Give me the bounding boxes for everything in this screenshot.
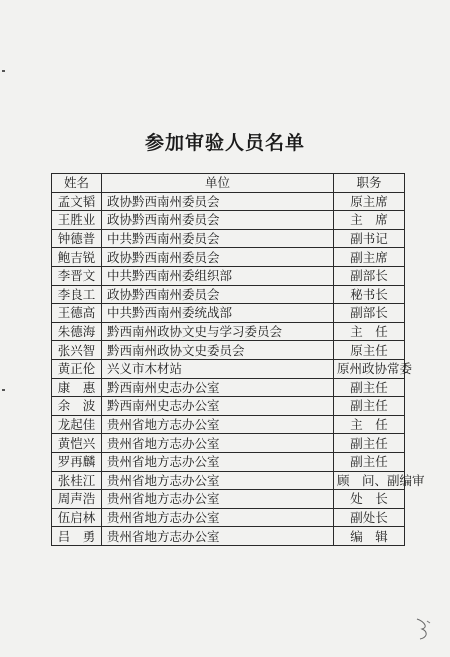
table-row <box>52 285 405 304</box>
cell-unit: 政协黔西南州委员会 <box>102 192 334 211</box>
cell-post: 副部长 <box>334 266 405 285</box>
cell-name: 龙起佳 <box>52 415 102 434</box>
cell-unit: 贵州省地方志办公室 <box>102 490 334 509</box>
cell-post: 主 任 <box>334 415 405 434</box>
cell-name: 罗再麟 <box>52 452 102 471</box>
cell-unit: 贵州省地方志办公室 <box>102 434 334 453</box>
cell-name: 朱德海 <box>52 322 102 341</box>
table-row <box>52 248 405 267</box>
cell-post: 副主任 <box>334 397 405 416</box>
cell-unit: 黔西南州史志办公室 <box>102 378 334 397</box>
cell-name: 孟文韬 <box>52 192 102 211</box>
scan-mark <box>2 70 5 72</box>
cell-post: 副主任 <box>334 452 405 471</box>
table-row <box>52 434 405 453</box>
cell-unit: 贵州省地方志办公室 <box>102 415 334 434</box>
table-row <box>52 322 405 341</box>
cell-name: 王德高 <box>52 304 102 323</box>
cell-unit: 黔西南州史志办公室 <box>102 397 334 416</box>
cell-name: 钟德普 <box>52 229 102 248</box>
cell-post: 编 辑 <box>334 527 405 546</box>
cell-post: 原主任 <box>334 341 405 360</box>
personnel-table <box>51 173 425 546</box>
table-row <box>52 471 405 490</box>
cell-post: 原州政协常委 <box>334 359 405 378</box>
cell-name: 伍启林 <box>52 508 102 527</box>
table-row <box>52 397 405 416</box>
table-row <box>52 415 405 434</box>
cell-name: 周声浩 <box>52 490 102 509</box>
margin-scribble <box>413 617 433 641</box>
table-row <box>52 211 405 230</box>
cell-post: 秘书长 <box>334 285 405 304</box>
cell-name: 李晋文 <box>52 266 102 285</box>
table-row <box>52 508 405 527</box>
cell-unit: 贵州省地方志办公室 <box>102 508 334 527</box>
cell-post: 副部长 <box>334 304 405 323</box>
cell-unit: 黔西南州政协文史与学习委员会 <box>102 322 334 341</box>
cell-name: 吕 勇 <box>52 527 102 546</box>
cell-name: 康 惠 <box>52 378 102 397</box>
table-row <box>52 490 405 509</box>
header-post: 职务 <box>334 174 405 193</box>
table-row <box>52 229 405 248</box>
cell-name: 张桂江 <box>52 471 102 490</box>
cell-unit: 政协黔西南州委员会 <box>102 285 334 304</box>
cell-unit: 黔西南州政协文史委员会 <box>102 341 334 360</box>
cell-post: 主 席 <box>334 211 405 230</box>
cell-unit: 中共黔西南州委组织部 <box>102 266 334 285</box>
cell-name: 鲍吉锐 <box>52 248 102 267</box>
cell-unit: 贵州省地方志办公室 <box>102 471 334 490</box>
table-row <box>52 192 405 211</box>
cell-unit: 兴义市木材站 <box>102 359 334 378</box>
cell-unit: 政协黔西南州委员会 <box>102 248 334 267</box>
cell-name: 黄正伦 <box>52 359 102 378</box>
table-row <box>52 266 405 285</box>
cell-post: 顾 问、副编审 <box>334 471 405 490</box>
cell-post: 处 长 <box>334 490 405 509</box>
cell-post: 副书记 <box>334 229 405 248</box>
cell-post: 原主席 <box>334 192 405 211</box>
table-row <box>52 304 405 323</box>
cell-name: 余 波 <box>52 397 102 416</box>
scan-mark <box>2 389 5 391</box>
cell-post: 副主任 <box>334 434 405 453</box>
cell-post: 副处长 <box>334 508 405 527</box>
table-row <box>52 378 405 397</box>
cell-name: 黄恺兴 <box>52 434 102 453</box>
header-unit: 单位 <box>102 174 334 193</box>
cell-unit: 中共黔西南州委员会 <box>102 229 334 248</box>
page-title: 参加审验人员名单 <box>144 132 305 154</box>
table-row <box>52 452 405 471</box>
cell-name: 李良工 <box>52 285 102 304</box>
table-header-row <box>52 174 405 193</box>
cell-post: 副主席 <box>334 248 405 267</box>
cell-name: 张兴智 <box>52 341 102 360</box>
cell-post: 主 任 <box>334 322 405 341</box>
header-name: 姓名 <box>52 174 102 193</box>
table-row <box>52 359 405 378</box>
cell-unit: 贵州省地方志办公室 <box>102 452 334 471</box>
table-row <box>52 527 405 546</box>
cell-unit: 中共黔西南州委统战部 <box>102 304 334 323</box>
table-row <box>52 341 405 360</box>
cell-post: 副主任 <box>334 378 405 397</box>
cell-unit: 贵州省地方志办公室 <box>102 527 334 546</box>
cell-unit: 政协黔西南州委员会 <box>102 211 334 230</box>
cell-name: 王胜业 <box>52 211 102 230</box>
